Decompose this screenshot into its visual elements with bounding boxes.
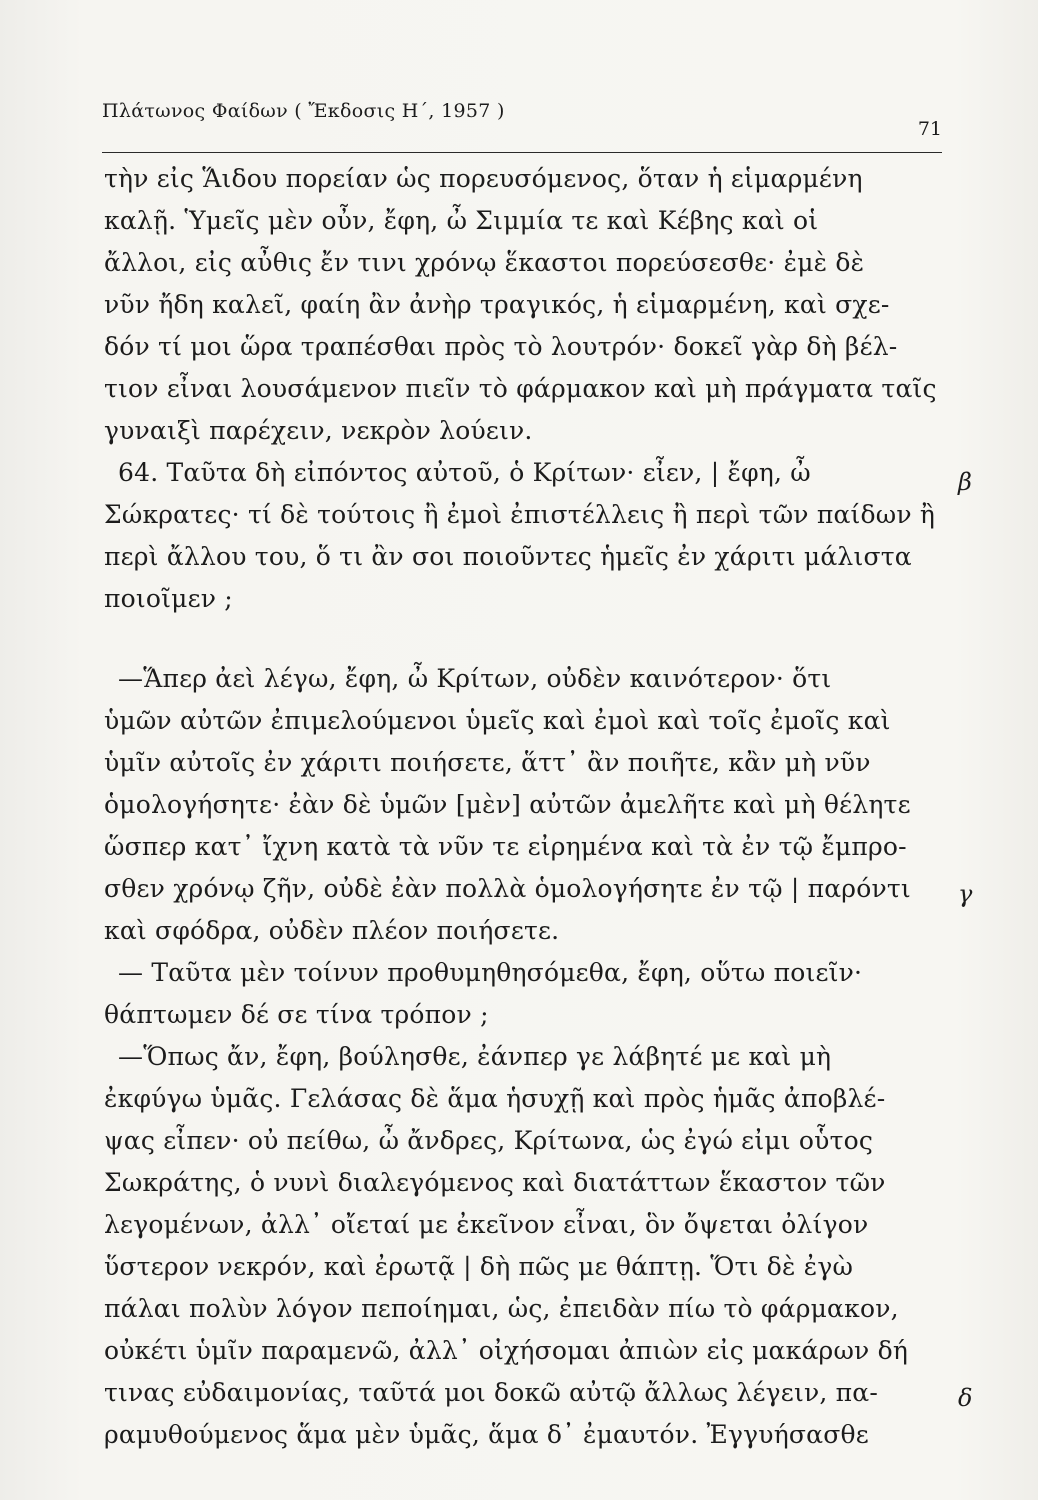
running-title: Πλάτωνος Φαίδων ( Ἔκδοσις Η΄, 1957 ): [102, 100, 505, 122]
text-line: τιον εἶναι λουσάμενον πιεῖν τὸ φάρμακον καὶ μὴ πράγματα ταῖς: [104, 374, 937, 403]
text-line: τὴν εἰς Ἅιδου πορείαν ὡς πορευσόμενος, ὅταν ἡ εἱμαρμένη: [104, 164, 863, 193]
text-line: ψας εἶπεν· οὐ πείθω, ὦ ἄνδρες, Κρίτωνα, ὡς ἐγώ εἰμι οὗτος: [104, 1126, 874, 1155]
text-line: ραμυθούμενος ἅμα μὲν ὑμᾶς, ἅμα δ᾽ ἐμαυτόν. Ἐγγυήσασθε: [104, 1420, 869, 1449]
page-number: 71: [917, 118, 942, 140]
text-line: —Ἅπερ ἀεὶ λέγω, ἔφη, ὦ Κρίτων, οὐδὲν καινότερον· ὅτι: [118, 664, 832, 693]
text-line: ἄλλοι, εἰς αὖθις ἔν τινι χρόνῳ ἕκαστοι πορεύσεσθε· ἐμὲ δὲ: [104, 248, 865, 277]
page-header: [102, 96, 942, 153]
text-line: νῦν ἤδη καλεῖ, φαίη ἂν ἀνὴρ τραγικός, ἡ εἱμαρμένη, καὶ σχε-: [104, 290, 890, 319]
text-line: ποιοῖμεν ;: [104, 584, 233, 613]
text-line: θάπτωμεν δέ σε τίνα τρόπον ;: [104, 1000, 489, 1029]
text-line: Σώκρατες· τί δὲ τούτοις ἢ ἐμοὶ ἐπιστέλλεις ἢ περὶ τῶν παίδων ἢ: [104, 500, 936, 529]
text-line: δόν τί μοι ὥρα τραπέσθαι πρὸς τὸ λουτρόν· δοκεῖ γὰρ δὴ βέλ-: [104, 332, 898, 361]
text-line: γυναιξὶ παρέχειν, νεκρὸν λούειν.: [104, 416, 533, 445]
text-line: ὑμῖν αὐτοῖς ἐν χάριτι ποιήσετε, ἅττ᾽ ἂν ποιῆτε, κἂν μὴ νῦν: [104, 748, 871, 777]
text-line: ὁμολογήσητε· ἐὰν δὲ ὑμῶν [μὲν] αὐτῶν ἀμελῆτε καὶ μὴ θέλητε: [104, 790, 911, 819]
text-line: ὕστερον νεκρόν, καὶ ἐρωτᾷ | δὴ πῶς με θάπτῃ. Ὅτι δὲ ἐγὼ: [104, 1252, 854, 1281]
text-line: καὶ σφόδρα, οὐδὲν πλέον ποιήσετε.: [104, 916, 560, 945]
text-line: περὶ ἄλλου του, ὅ τι ἂν σοι ποιοῦντες ἡμεῖς ἐν χάριτι μάλιστα: [104, 542, 912, 571]
text-line: —Ὅπως ἄν, ἔφη, βούλησθε, ἐάνπερ γε λάβητέ με καὶ μὴ: [118, 1042, 832, 1071]
margin-section-letter: γ: [958, 880, 973, 908]
text-line: τινας εὐδαιμονίας, ταῦτά μοι δοκῶ αὐτῷ ἄλλως λέγειν, πα-: [104, 1378, 878, 1407]
text-line: Σωκράτης, ὁ νυνὶ διαλεγόμενος καὶ διατάττων ἕκαστον τῶν: [104, 1168, 886, 1197]
text-line: σθεν χρόνῳ ζῆν, οὐδὲ ἐὰν πολλὰ ὁμολογήσητε ἐν τῷ | παρόντι: [104, 874, 911, 903]
paragraph-gap: [104, 620, 942, 658]
text-body: [104, 158, 942, 1456]
text-line: ὥσπερ κατ᾽ ἴχνη κατὰ τὰ νῦν τε εἰρημένα καὶ τὰ ἐν τῷ ἔμπρο-: [104, 832, 907, 861]
text-line: πάλαι πολὺν λόγον πεποίημαι, ὡς, ἐπειδὰν πίω τὸ φάρμακον,: [104, 1294, 899, 1323]
margin-section-letter: δ: [958, 1384, 973, 1412]
text-line: λεγομένων, ἀλλ᾽ οἴεταί με ἐκεῖνον εἶναι, ὃν ὄψεται ὀλίγον: [104, 1210, 869, 1239]
text-line: ὑμῶν αὐτῶν ἐπιμελούμενοι ὑμεῖς καὶ ἐμοὶ καὶ τοῖς ἐμοῖς καὶ: [104, 706, 891, 735]
margin-section-letter: β: [958, 468, 972, 496]
text-line: ἐκφύγω ὑμᾶς. Γελάσας δὲ ἅμα ἡσυχῇ καὶ πρὸς ἡμᾶς ἀποβλέ-: [104, 1084, 886, 1113]
text-line: οὐκέτι ὑμῖν παραμενῶ, ἀλλ᾽ οἰχήσομαι ἀπιὼν εἰς μακάρων δή: [104, 1336, 909, 1365]
text-line: 64. Ταῦτα δὴ εἰπόντος αὐτοῦ, ὁ Κρίτων· εἶεν, | ἔφη, ὦ: [118, 458, 811, 487]
text-line: — Ταῦτα μὲν τοίνυν προθυμηθησόμεθα, ἔφη, οὕτω ποιεῖν·: [118, 958, 863, 987]
text-line: καλῇ. Ὑμεῖς μὲν οὖν, ἔφη, ὦ Σιμμία τε καὶ Κέβης καὶ οἱ: [104, 206, 819, 235]
